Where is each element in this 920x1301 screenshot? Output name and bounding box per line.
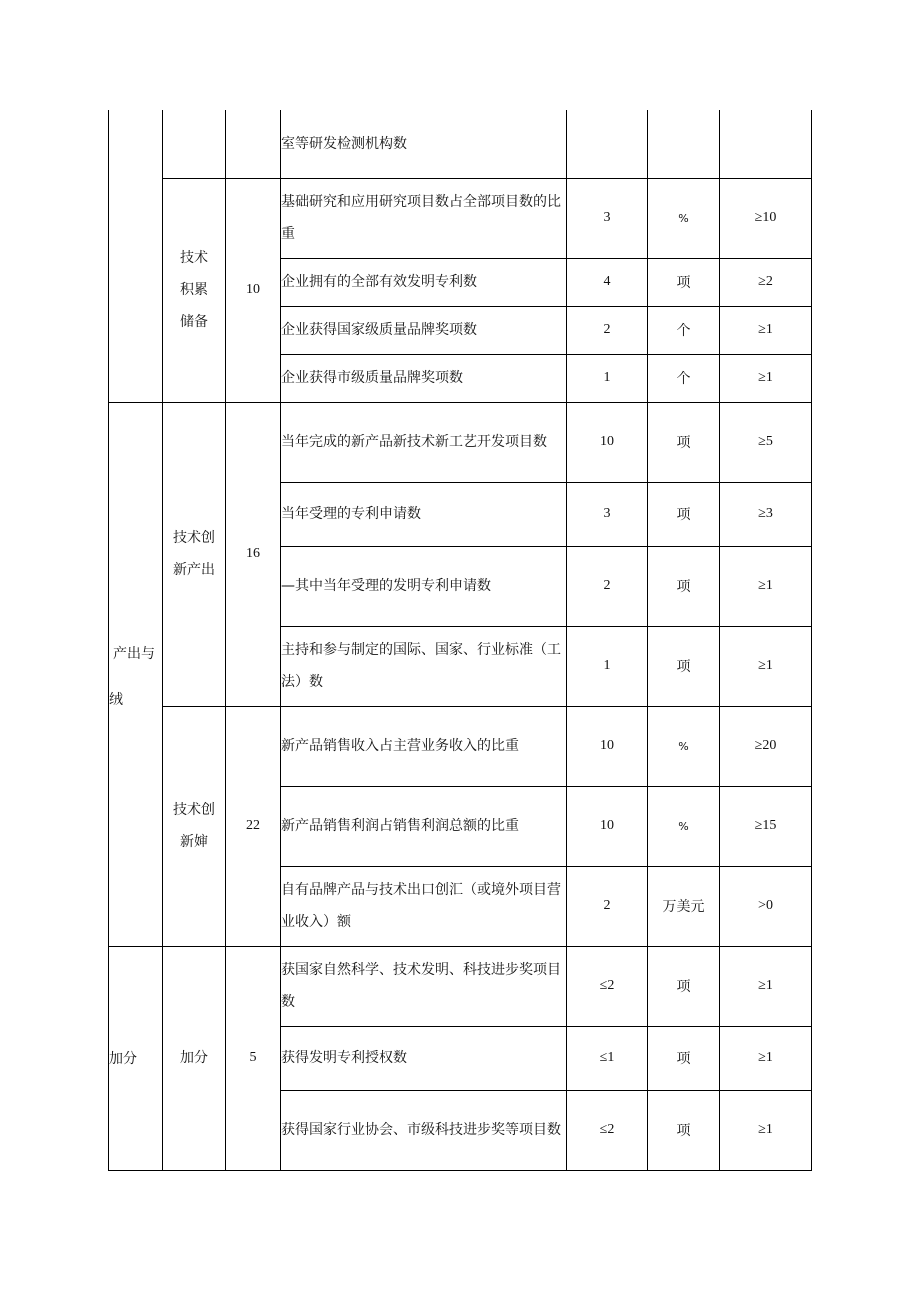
group-name-line: 新婶: [180, 834, 208, 850]
indicator-cell: 新产品销售收入占主营业务收入的比重: [281, 706, 567, 786]
indicator-cell: 新产品销售利润占销售利润总额的比重: [281, 786, 567, 866]
unit-cell: 万美元: [648, 866, 720, 946]
indicator-cell: 企业获得国家级质量品牌奖项数: [281, 306, 567, 354]
target-cell: ≥1: [720, 1090, 812, 1170]
target-cell: ≥10: [720, 178, 812, 258]
target-cell: ≥1: [720, 946, 812, 1026]
target-cell: >0: [720, 866, 812, 946]
score-cell: [567, 110, 648, 178]
indicator-cell: 获得国家行业协会、市级科技进步奖等项目数: [281, 1090, 567, 1170]
unit-cell: 项: [648, 946, 720, 1026]
target-cell: ≥15: [720, 786, 812, 866]
target-cell: ≥20: [720, 706, 812, 786]
score-cell: 2: [567, 306, 648, 354]
target-cell: ≥1: [720, 546, 812, 626]
unit-cell: %: [648, 178, 720, 258]
table-row: [109, 178, 812, 258]
group-name-cell: [163, 402, 226, 706]
target-cell: ≥2: [720, 258, 812, 306]
score-cell: 10: [567, 706, 648, 786]
unit-cell: 项: [648, 258, 720, 306]
table-row: [109, 110, 812, 178]
indicator-cell: 主持和参与制定的国际、国家、行业标准（工法）数: [281, 626, 567, 706]
unit-cell: 项: [648, 402, 720, 482]
category-line: 产出与: [113, 646, 155, 662]
indicator-cell: 室等研发检测机构数: [281, 110, 567, 178]
indicator-cell: 当年完成的新产品新技术新工艺开发项目数: [281, 402, 567, 482]
score-cell: ≤1: [567, 1026, 648, 1090]
score-cell: 1: [567, 354, 648, 402]
indicator-cell: 获得发明专利授权数: [281, 1026, 567, 1090]
score-cell: 10: [567, 402, 648, 482]
unit-cell: %: [648, 706, 720, 786]
score-cell: 3: [567, 482, 648, 546]
unit-cell: 个: [648, 306, 720, 354]
target-cell: ≥1: [720, 306, 812, 354]
score-cell: 2: [567, 546, 648, 626]
target-cell: ≥5: [720, 402, 812, 482]
group-name-cell: 加分: [163, 946, 226, 1170]
indicator-cell: 自有品牌产品与技术出口创汇（或境外项目营业收入）额: [281, 866, 567, 946]
group-name-line: 储备: [180, 314, 208, 330]
unit-cell: [648, 110, 720, 178]
unit-cell: 项: [648, 1090, 720, 1170]
indicator-cell: 企业获得市级质量品牌奖项数: [281, 354, 567, 402]
group-name-line: 技术创: [173, 530, 215, 546]
group-name-line: 技术创: [173, 802, 215, 818]
score-cell: 3: [567, 178, 648, 258]
score-cell: ≤2: [567, 1090, 648, 1170]
unit-cell: 项: [648, 546, 720, 626]
category-line: 绒: [109, 692, 123, 708]
score-cell: 1: [567, 626, 648, 706]
target-cell: ≥1: [720, 354, 812, 402]
group-name-cell: [163, 706, 226, 946]
unit-cell: 项: [648, 482, 720, 546]
category-cell: [109, 402, 163, 946]
table-row: [109, 946, 812, 1026]
weight-cell: 22: [226, 706, 281, 946]
score-cell: 2: [567, 866, 648, 946]
group-name-cell: [163, 178, 226, 402]
indicator-cell: 企业拥有的全部有效发明专利数: [281, 258, 567, 306]
score-cell: ≤2: [567, 946, 648, 1026]
indicator-table: [108, 110, 812, 1171]
unit-cell: 项: [648, 1026, 720, 1090]
category-cell: 加分: [109, 946, 163, 1170]
target-cell: ≥1: [720, 1026, 812, 1090]
unit-cell: 项: [648, 626, 720, 706]
unit-cell: %: [648, 786, 720, 866]
unit-cell: 个: [648, 354, 720, 402]
group-name-line: 技术: [180, 250, 208, 266]
target-cell: [720, 110, 812, 178]
indicator-cell: 基础研究和应用研究项目数占全部项目数的比重: [281, 178, 567, 258]
category-cell-continued: [109, 110, 163, 402]
group-cell-continued: [163, 110, 226, 178]
indicator-cell: 当年受理的专利申请数: [281, 482, 567, 546]
group-name-line: 新产出: [173, 562, 215, 578]
table-row: [109, 706, 812, 786]
table-row: [109, 402, 812, 482]
weight-cell: 16: [226, 402, 281, 706]
target-cell: ≥1: [720, 626, 812, 706]
group-name-line: 积累: [180, 282, 208, 298]
weight-cell-continued: [226, 110, 281, 178]
target-cell: ≥3: [720, 482, 812, 546]
indicator-cell: —其中当年受理的发明专利申请数: [281, 546, 567, 626]
score-cell: 10: [567, 786, 648, 866]
score-cell: 4: [567, 258, 648, 306]
weight-cell: 5: [226, 946, 281, 1170]
weight-cell: 10: [226, 178, 281, 402]
indicator-cell: 获国家自然科学、技术发明、科技进步奖项目数: [281, 946, 567, 1026]
